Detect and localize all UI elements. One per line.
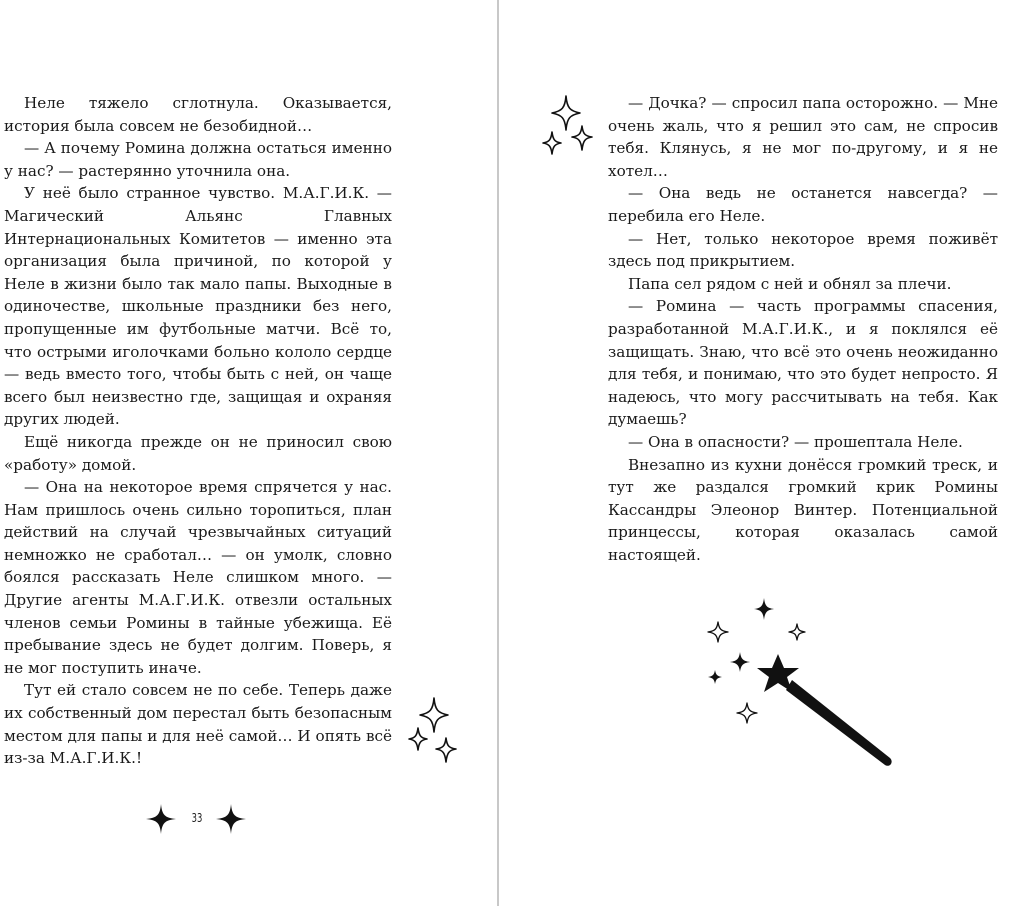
left-paragraph: Ещё никогда прежде он не приносил свою «работу» домой.: [4, 432, 392, 474]
right-paragraph: — Ромина — часть программы спасения, разработанной М.А.Г.И.К., и я поклялся её защищать. Знаю, что всё это очень неожиданно для тебя, и понимаю, что это будет непросто. Я надеюсь, что могу рассчитывать на тебя. Как думаешь?: [608, 297, 998, 429]
left-sparkles-icon: [404, 692, 464, 772]
right-paragraph: — Дочка? — спросил папа осторожно. — Мне очень жаль, что я решил это сам, не спросив тебя. Клянусь, я не мог по-другому, и я не хотел…: [608, 94, 998, 180]
right-paragraph: — Нет, только некоторое время поживёт здесь под прикрытием.: [608, 229, 998, 271]
left-paragraph: Тут ей стало совсем не по себе. Теперь даже их собственный дом перестал быть безопасным местом для папы и для неё самой… И опять всё из-за М.А.Г.И.К.!: [4, 681, 392, 768]
left-paragraph: — Она на некоторое время спрячется у нас. Нам пришлось очень сильно торопиться, план действий на случай чрезвычайных ситуаций немножко не сработал… — он умолк, словно боялся рассказать Неле слишком много. — Другие агенты М.А.Г.И.К. отвезли остальных членов семьи Ромины в тайные убежища. Её пребывание здесь не будет долгим. Поверь, я не мог поступить иначе.: [4, 478, 392, 677]
left-paragraph: — А почему Ромина должна остаться именно у нас? — растерянно уточнила она.: [4, 139, 392, 180]
page-number: 33: [191, 811, 203, 825]
right-paragraph: Внезапно из кухни донёсся громкий треск, и тут же раздался громкий крик Ромины Кассандры Элеонор Винтер. Потенциальной принцессы, которая оказалась самой настоящей.: [608, 455, 998, 564]
right-paragraph: — Она ведь не останется навсегда? — перебила его Неле.: [608, 184, 998, 225]
right-sparkles-icon: [536, 92, 600, 172]
page-gutter-divider: [497, 0, 499, 906]
left-paragraph: Неле тяжело сглотнула. Оказывается, история была совсем не безобидной…: [4, 94, 392, 135]
left-paragraph: У неё было странное чувство. М.А.Г.И.К. — Магический Альянс Главных Интернациональных Комитетов — именно эта организация была причиной, по которой у Неле в жизни было так мало папы. Выходные в одиночестве, школьные праздники без него, пропущенные им футбольные матчи. Всё то, что острыми иголочками больно кололо сердце — ведь вместо того, чтобы быть с ней, он чаще всего был неизвестно где, защищая и охраняя других людей.: [4, 184, 392, 429]
right-paragraph: — Она в опасности? — прошептала Неле.: [628, 432, 963, 451]
four-point-star-icon: [214, 802, 248, 836]
magic-wand-icon: [700, 592, 910, 777]
page-folio: [142, 800, 252, 840]
left-page-body: [4, 92, 392, 770]
right-paragraph: Папа сел рядом с ней и обнял за плечи.: [628, 274, 952, 293]
right-page-body: [608, 92, 998, 566]
four-point-star-icon: [144, 802, 178, 836]
